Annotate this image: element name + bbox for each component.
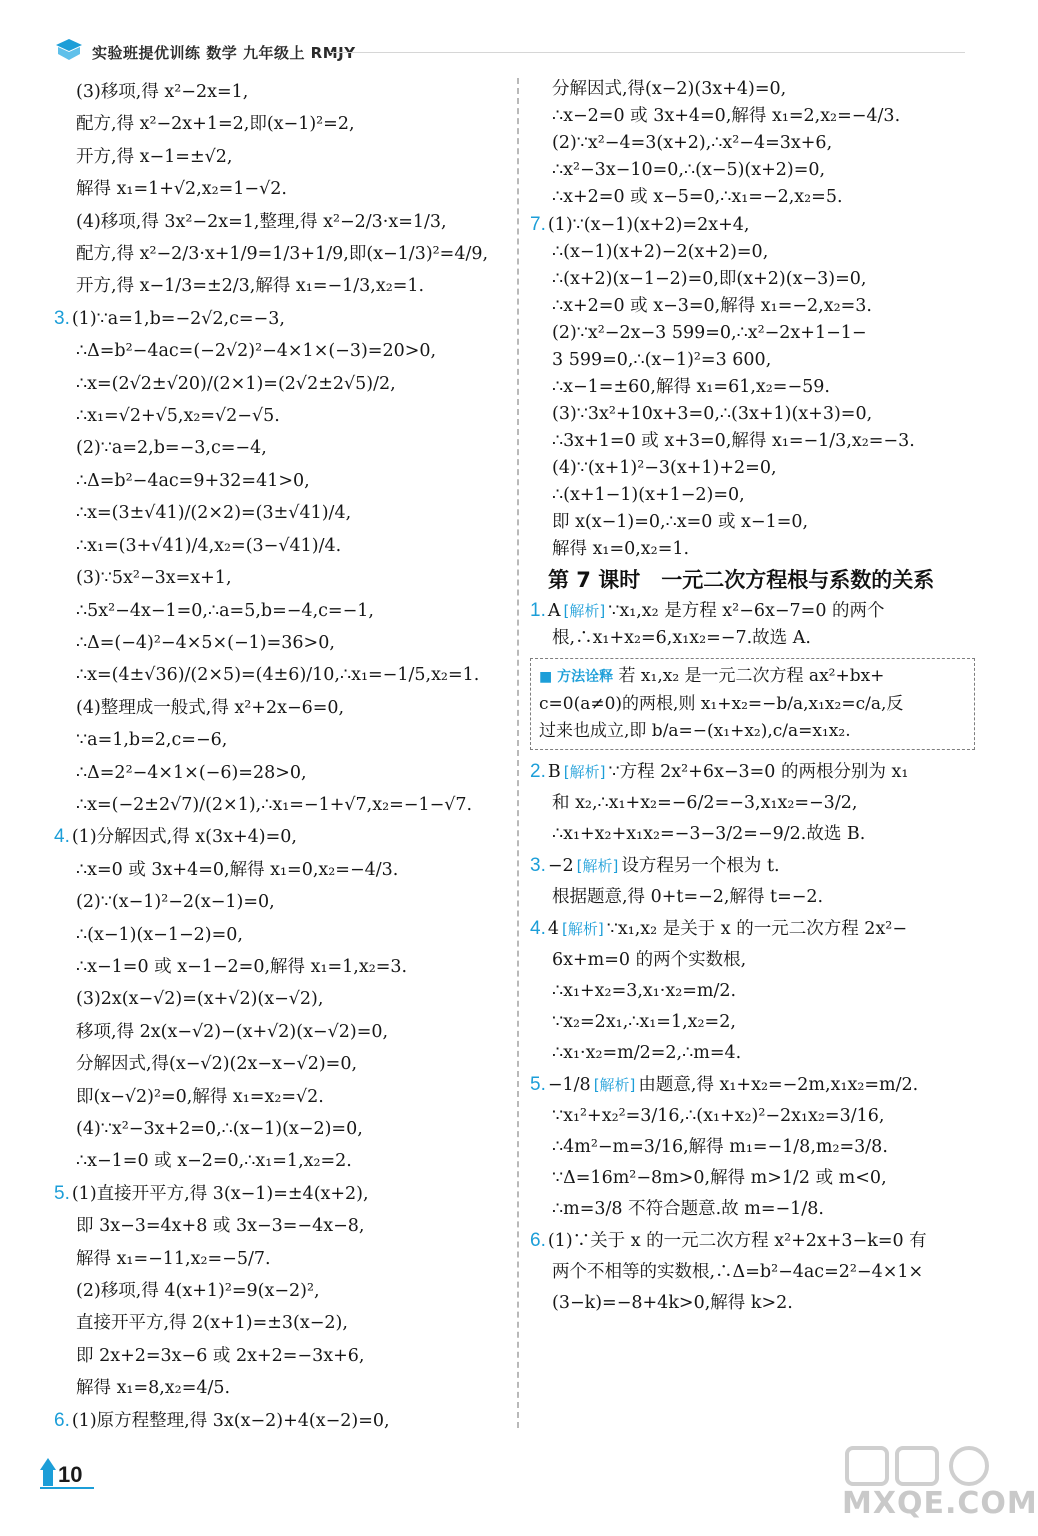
solution-line — [54, 1048, 504, 1080]
line-text: 根据题意,得 0+t=−2,解得 t=−2. — [552, 887, 824, 907]
line-text: ∴x=(−2±2√7)/(2×1),∴x₁=−1+√7,x₂=−1−√7. — [76, 794, 473, 815]
line-text: ∴4m²−m=3/16,解得 m₁=−1/8,m₂=3/8. — [552, 1137, 888, 1157]
line-text: 分解因式,得(x−2)(3x+4)=0, — [552, 79, 787, 99]
line-text: ∵x₂=2x₁,∴x₁=1,x₂=2, — [552, 1012, 736, 1032]
line-text: (4)移项,得 3x²−2x=1,整理,得 x²−2/3·x=1/3, — [76, 211, 447, 232]
solution-line — [54, 76, 504, 108]
solution-line — [54, 270, 504, 302]
solution-line — [54, 368, 504, 400]
item-number: 2. — [530, 761, 546, 782]
solution-line — [54, 854, 504, 886]
line-text: (4)整理成一般式,得 x²+2x−6=0, — [76, 697, 345, 718]
column-divider — [517, 78, 519, 1428]
line-text: 解得 x₁=0,x₂=1. — [552, 539, 690, 559]
right-column-part-b — [530, 597, 975, 652]
line-text: ∴Δ=2²−4×1×(−6)=28>0, — [76, 762, 307, 783]
right-column — [530, 76, 975, 1319]
line-text: 配方,得 x²−2/3·x+1/9=1/3+1/9,即(x−1/3)²=4/9, — [76, 244, 489, 265]
item-number: 4. — [530, 918, 546, 939]
solution-line — [530, 1101, 975, 1132]
line-text: (2)移项,得 4(x+1)²=9(x−2)², — [76, 1281, 320, 1302]
line-text: (1)∵关于 x 的一元二次方程 x²+2x+3−k=0 有 — [547, 1231, 927, 1251]
method-box — [530, 658, 975, 750]
line-text: ∴(x+2)(x−1−2)=0,即(x+2)(x−3)=0, — [552, 269, 867, 289]
line-text: (4)∵(x+1)²−3(x+1)+2=0, — [552, 458, 777, 478]
analysis-tag: [解析] — [563, 763, 606, 781]
line-text: (3)移项,得 x²−2x=1, — [76, 82, 249, 102]
line-text: ∵x₁,x₂ 是方程 x²−6x−7=0 的两个 — [608, 601, 885, 621]
line-text: (3)∵5x²−3x=x+1, — [76, 568, 232, 589]
solution-line — [530, 157, 975, 184]
solution-line — [530, 320, 975, 347]
line-text: 根,∴x₁+x₂=6,x₁x₂=−7.故选 A. — [552, 628, 811, 648]
book-logo-icon — [54, 38, 84, 62]
solution-line — [530, 1007, 975, 1038]
solution-line — [54, 951, 504, 983]
solution-line — [54, 303, 504, 335]
solution-line — [54, 692, 504, 724]
solution-line — [530, 913, 975, 945]
analysis-tag: [解析] — [593, 1076, 636, 1094]
header-rule — [330, 52, 965, 53]
solution-line — [54, 497, 504, 529]
line-text: ∴x−1=0 或 x−1−2=0,解得 x₁=1,x₂=3. — [76, 956, 408, 977]
solution-line — [530, 482, 975, 509]
solution-line — [54, 1372, 504, 1404]
line-text: (3−k)=−8+4k>0,解得 k>2. — [552, 1293, 793, 1313]
solution-line — [530, 756, 975, 788]
solution-line — [54, 1275, 504, 1307]
line-text: (1)分解因式,得 x(3x+4)=0, — [71, 827, 297, 848]
answer-watermark-icon — [845, 1444, 995, 1488]
solution-line — [54, 1081, 504, 1113]
page-header — [0, 0, 1009, 68]
solution-line — [530, 347, 975, 374]
line-text: ∴x−1=±60,解得 x₁=61,x₂=−59. — [552, 377, 830, 397]
solution-line — [54, 432, 504, 464]
solution-line — [54, 919, 504, 951]
line-text: ∴(x−1)(x+2)−2(x+2)=0, — [552, 242, 769, 262]
solution-line — [54, 789, 504, 821]
right-column-part-c — [530, 756, 975, 1319]
line-text: ∴x−1=0 或 x−2=0,∴x₁=1,x₂=2. — [76, 1151, 352, 1172]
solution-line — [54, 1145, 504, 1177]
solution-line — [54, 206, 504, 238]
item-number: 5. — [530, 1074, 546, 1095]
line-text: 设方程另一个根为 t. — [621, 856, 780, 876]
solution-line — [530, 819, 975, 850]
solution-line — [54, 983, 504, 1015]
solution-line — [54, 1113, 504, 1145]
solution-line — [530, 211, 975, 239]
line-text: ∵Δ=16m²−8m>0,解得 m>1/2 或 m<0, — [552, 1168, 887, 1188]
solution-line — [54, 108, 504, 140]
item-number: 6. — [54, 1409, 70, 1431]
method-line-text: c=0(a≠0)的两根,则 x₁+x₂=−b/a,x₁x₂=c/a,反 — [539, 694, 904, 714]
line-text: ∴Δ=b²−4ac=(−2√2)²−4×1×(−3)=20>0, — [76, 341, 437, 362]
watermark-text: MXQE.COM — [842, 1486, 1038, 1521]
line-text: (2)∵a=2,b=−3,c=−4, — [76, 438, 267, 459]
solution-line — [54, 1210, 504, 1242]
analysis-tag: [解析] — [563, 602, 606, 620]
line-text: 直接开平方,得 2(x+1)=±3(x−2), — [76, 1313, 348, 1334]
line-text: ∴Δ=(−4)²−4×5×(−1)=36>0, — [76, 632, 335, 653]
line-text: 3 599=0,∴(x−1)²=3 600, — [552, 350, 772, 370]
solution-line — [54, 757, 504, 789]
item-number: 3. — [530, 855, 546, 876]
line-text: ∴Δ=b²−4ac=9+32=41>0, — [76, 470, 310, 491]
line-text: (2)∵x²−2x−3 599=0,∴x²−2x+1−1− — [552, 323, 867, 343]
line-text: (1)原方程整理,得 3x(x−2)+4(x−2)=0, — [71, 1410, 390, 1431]
solution-line — [54, 562, 504, 594]
solution-line — [530, 945, 975, 976]
line-text: 移项,得 2x(x−√2)−(x+√2)(x−√2)=0, — [76, 1021, 389, 1042]
solution-line — [530, 76, 975, 103]
solution-line — [54, 724, 504, 756]
solution-line — [54, 1243, 504, 1275]
solution-line — [54, 821, 504, 853]
line-text: (2)∵x²−4=3(x+2),∴x²−4=3x+6, — [552, 133, 833, 153]
solution-line — [530, 597, 975, 625]
line-text: 即 2x+2=3x−6 或 2x+2=−3x+6, — [76, 1345, 365, 1366]
method-line — [539, 691, 968, 718]
solution-line — [530, 374, 975, 401]
line-text: 开方,得 x−1=±√2, — [76, 146, 233, 167]
solution-line — [54, 530, 504, 562]
answer-choice: −1/8 — [547, 1075, 591, 1095]
item-number: 6. — [530, 1230, 546, 1251]
line-text: 6x+m=0 的两个实数根, — [552, 950, 747, 970]
solution-line — [530, 1194, 975, 1225]
line-text: ∴x₁=√2+√5,x₂=√2−√5. — [76, 406, 280, 427]
method-line-text: 若 x₁,x₂ 是一元二次方程 ax²+bx+ — [618, 666, 885, 686]
item-number: 4. — [54, 826, 70, 848]
page-number: 10 — [58, 1462, 83, 1487]
solution-line — [530, 103, 975, 130]
line-text: ∴x₁+x₂=3,x₁·x₂=m/2. — [552, 981, 737, 1001]
analysis-tag: [解析] — [576, 857, 619, 875]
line-text: 开方,得 x−1/3=±2/3,解得 x₁=−1/3,x₂=1. — [76, 276, 425, 297]
solution-line — [530, 882, 975, 913]
answer-choice: B — [547, 762, 561, 782]
method-line — [539, 718, 968, 745]
solution-line — [530, 401, 975, 428]
solution-line — [530, 455, 975, 482]
line-text: 即 x(x−1)=0,∴x=0 或 x−1=0, — [552, 512, 809, 532]
solution-line — [530, 1163, 975, 1194]
solution-line — [54, 335, 504, 367]
left-column — [54, 76, 504, 1437]
line-text: 两个不相等的实数根,∴Δ=b²−4ac=2²−4×1× — [552, 1262, 924, 1282]
solution-line — [530, 130, 975, 157]
answer-choice: 4 — [547, 919, 559, 939]
line-text: ∴x+2=0 或 x−3=0,解得 x₁=−2,x₂=3. — [552, 296, 872, 316]
line-text: (1)∵(x−1)(x+2)=2x+4, — [547, 215, 750, 235]
line-text: (3)∵3x²+10x+3=0,∴(3x+1)(x+3)=0, — [552, 404, 873, 424]
line-text: 解得 x₁=−11,x₂=−5/7. — [76, 1248, 271, 1269]
line-text: ∴x²−3x−10=0,∴(x−5)(x+2)=0, — [552, 160, 826, 180]
solution-line — [530, 428, 975, 455]
solution-line — [530, 239, 975, 266]
line-text: ∴x=0 或 3x+4=0,解得 x₁=0,x₂=−4/3. — [76, 859, 399, 880]
solution-line — [54, 1016, 504, 1048]
solution-line — [54, 627, 504, 659]
header-title: 实验班提优训练 数学 九年级上 RMJY — [92, 44, 356, 62]
line-text: ∴5x²−4x−1=0,∴a=5,b=−4,c=−1, — [76, 600, 374, 621]
solution-line — [530, 788, 975, 819]
line-text: ∴x=(2√2±√20)/(2×1)=(2√2±2√5)/2, — [76, 373, 396, 394]
line-text: ∴x₁·x₂=m/2=2,∴m=4. — [552, 1043, 742, 1063]
method-line — [539, 663, 968, 691]
solution-line — [54, 595, 504, 627]
line-text: 和 x₂,∴x₁+x₂=−6/2=−3,x₁x₂=−3/2, — [552, 793, 858, 813]
solution-line — [530, 1038, 975, 1069]
solution-line — [530, 293, 975, 320]
line-text: ∴x=(4±√36)/(2×5)=(4±6)/10,∴x₁=−1/5,x₂=1. — [76, 665, 480, 686]
solution-line — [530, 1069, 975, 1101]
solution-line — [530, 266, 975, 293]
solution-line — [530, 509, 975, 536]
solution-line — [530, 1132, 975, 1163]
line-text: 解得 x₁=8,x₂=4/5. — [76, 1378, 231, 1399]
line-text: 分解因式,得(x−√2)(2x−x−√2)=0, — [76, 1054, 358, 1075]
line-text: ∵x₁,x₂ 是关于 x 的一元二次方程 2x²− — [606, 919, 907, 939]
answer-choice: A — [547, 601, 561, 621]
solution-line — [54, 1307, 504, 1339]
section-title: 第 7 课时 一元二次方程根与系数的关系 — [548, 568, 935, 592]
solution-line — [54, 1340, 504, 1372]
solution-line — [54, 886, 504, 918]
solution-line — [54, 400, 504, 432]
solution-line — [530, 976, 975, 1007]
line-text: 由题意,得 x₁+x₂=−2m,x₁x₂=m/2. — [638, 1075, 919, 1095]
solution-line — [54, 1405, 504, 1437]
line-text: 配方,得 x²−2x+1=2,即(x−1)²=2, — [76, 114, 355, 135]
solution-line — [530, 536, 975, 563]
line-text: ∵x₁²+x₂²=3/16,∴(x₁+x₂)²−2x₁x₂=3/16, — [552, 1106, 885, 1126]
line-text: ∴3x+1=0 或 x+3=0,解得 x₁=−1/3,x₂=−3. — [552, 431, 915, 451]
solution-line — [530, 1225, 975, 1257]
line-text: ∴x₁=(3+√41)/4,x₂=(3−√41)/4. — [76, 535, 342, 556]
line-text: (3)2x(x−√2)=(x+√2)(x−√2), — [76, 989, 324, 1010]
right-column-part-a — [530, 76, 975, 563]
line-text: ∴(x−1)(x−1−2)=0, — [76, 924, 243, 945]
line-text: 解得 x₁=1+√2,x₂=1−√2. — [76, 179, 287, 200]
solution-line — [54, 1178, 504, 1210]
solution-line — [530, 1288, 975, 1319]
line-text: ∴x₁+x₂+x₁x₂=−3−3/2=−9/2.故选 B. — [552, 824, 866, 844]
item-number: 1. — [530, 600, 546, 621]
item-number: 5. — [54, 1182, 70, 1204]
solution-line — [54, 173, 504, 205]
item-number: 7. — [530, 214, 546, 235]
method-line-text: 过来也成立,即 b/a=−(x₁+x₂),c/a=x₁x₂. — [539, 721, 851, 741]
answer-choice: −2 — [547, 856, 574, 876]
line-text: ∴x+2=0 或 x−5=0,∴x₁=−2,x₂=5. — [552, 187, 843, 207]
line-text: 即 3x−3=4x+8 或 3x−3=−4x−8, — [76, 1216, 365, 1237]
line-text: 即(x−√2)²=0,解得 x₁=x₂=√2. — [76, 1086, 324, 1107]
line-text: (2)∵(x−1)²−2(x−1)=0, — [76, 892, 275, 913]
line-text: ∵a=1,b=2,c=−6, — [76, 730, 228, 751]
solution-line — [54, 238, 504, 270]
line-text: (1)直接开平方,得 3(x−1)=±4(x+2), — [71, 1183, 369, 1204]
line-text: ∴(x+1−1)(x+1−2)=0, — [552, 485, 745, 505]
line-text: ∵方程 2x²+6x−3=0 的两根分别为 x₁ — [608, 762, 909, 782]
solution-line — [530, 625, 975, 652]
solution-line — [54, 141, 504, 173]
line-text: ∴x=(3±√41)/(2×2)=(3±√41)/4, — [76, 503, 352, 524]
solution-line — [530, 184, 975, 211]
solution-line — [530, 1257, 975, 1288]
analysis-tag: [解析] — [562, 920, 604, 938]
solution-line — [54, 465, 504, 497]
solution-line — [530, 850, 975, 882]
item-number: 3. — [54, 307, 70, 329]
line-text: (1)∵a=1,b=−2√2,c=−3, — [71, 308, 285, 329]
line-text: ∴x−2=0 或 3x+4=0,解得 x₁=2,x₂=−4/3. — [552, 106, 901, 126]
line-text: (4)∵x²−3x+2=0,∴(x−1)(x−2)=0, — [76, 1119, 363, 1139]
line-text: ∴m=3/8 不符合题意.故 m=−1/8. — [552, 1199, 824, 1219]
method-label: ■ 方法诠释 — [539, 669, 614, 685]
solution-line — [54, 659, 504, 691]
